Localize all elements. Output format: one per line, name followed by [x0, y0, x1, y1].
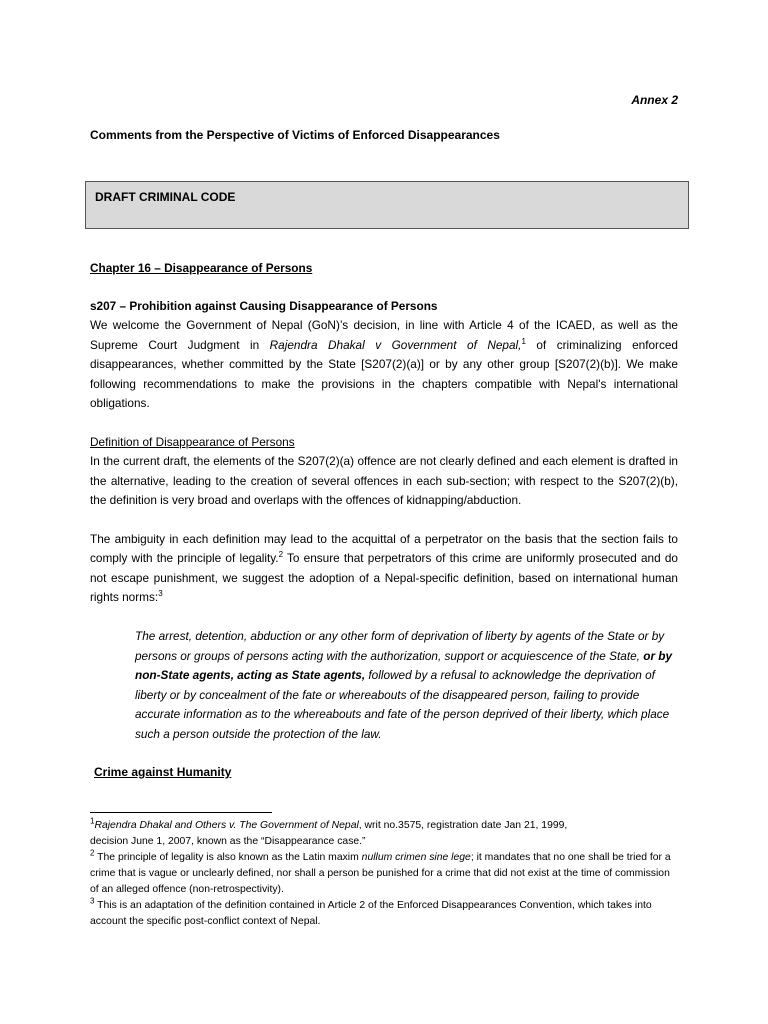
para2-text-b: To ensure that perpetrators of this crime are uniformly prosecuted and do not escape punishment, we suggest the adoption of a Nepal-specific definition, based on international human rights norms:: [90, 551, 678, 605]
s207-text-b: of criminalizing enforced disappearances, whether committed by the State [S207(2)(a)] or by any other group [S207(2)(b)]. We make following recommendations to make the provisions in the chapters compatible with Nepal's international obligations.: [90, 337, 678, 411]
quote-part-2: followed by a refusal to acknowledge the deprivation of liberty or by concealment of the fate or whereabouts of the disappeared person, failing to provide accurate information as to the whereabouts and fate of the person deprived of their liberty, which place such a person outside the protection of the law.: [135, 668, 670, 741]
footnote-3: [90, 898, 678, 930]
footnote-3-mark: 3: [90, 896, 95, 906]
definition-section: [90, 433, 678, 511]
definition-heading: Definition of Disappearance of Persons: [90, 435, 295, 449]
proposed-definition-quote: [135, 627, 678, 744]
draft-code-title: DRAFT CRIMINAL CODE: [95, 190, 236, 204]
para2-text-a: The ambiguity in each definition may lead to the acquittal of a perpetrator on the basis that the section fails to comply with the principle of legality.: [90, 532, 678, 566]
footnote-2-mark: 2: [90, 848, 95, 858]
footnote-1: [90, 818, 678, 850]
footnotes: [90, 818, 678, 930]
definition-paragraph-1: In the current draft, the elements of the S207(2)(a) offence are not clearly defined and each element is drafted in the alternative, leading to the creation of several offences in each sub-section; with respect to the S207(2)(b), the definition is very broad and overlaps with the offences of kidnapping/abduction.: [90, 454, 678, 508]
s207-paragraph: [90, 316, 678, 413]
footnote-3-text: This is an adaptation of the definition contained in Article 2 of the Enforced Disappearances Convention, which takes into account the specific post-conflict context of Nepal.: [90, 900, 652, 927]
s207-section: [90, 297, 678, 413]
footnote-separator: [90, 812, 272, 813]
s207-text-a: We welcome the Government of Nepal (GoN)’s decision, in line with Article 4 of the ICAED, as well as the Supreme Court Judgment in: [90, 318, 678, 352]
footnote-ref-2[interactable]: 2: [278, 550, 284, 560]
quote-part-1: The arrest, detention, abduction or any other form of deprivation of liberty by agents of the State or by persons or groups of persons acting with the authorization, support or acquiescence of the State,: [135, 629, 665, 663]
draft-code-box: [85, 181, 689, 229]
chapter-heading: Chapter 16 – Disappearance of Persons: [90, 261, 313, 275]
definition-paragraph-2: [90, 530, 678, 608]
footnote-ref-1[interactable]: 1: [521, 336, 526, 346]
document-title: Comments from the Perspective of Victims of Enforced Disappearances: [90, 128, 500, 142]
footnote-2-text-a: The principle of legality is also known as the Latin maxim: [94, 852, 362, 863]
s207-case-name: Rajendra Dhakal v Government of Nepal,: [269, 337, 522, 352]
annex-label: Annex 2: [631, 93, 678, 107]
footnote-1-line2: decision June 1, 2007, known as the “Disappearance case.”: [90, 836, 366, 847]
footnote-1-rest: , writ no.3575, registration date Jan 21, 1999,: [358, 820, 568, 831]
footnote-2-maxim: nullum crimen sine lege: [361, 852, 471, 863]
crime-against-humanity-heading: Crime against Humanity: [94, 765, 232, 779]
footnote-2-text-b: ; it mandates that no one shall be tried for a crime that is vague or unclearly defined, nor shall a person be punished for a crime that did not exist at the time of commission of an alleged offence (non-retrospectivity).: [90, 852, 671, 895]
footnote-1-mark: 1: [90, 816, 95, 826]
footnote-1-case: Rajendra Dhakal and Others v. The Government of Nepal: [94, 820, 359, 831]
footnote-2: [90, 850, 678, 898]
footnote-ref-3[interactable]: 3: [158, 589, 163, 599]
quote-bold: or by non-State agents, acting as State agents,: [135, 648, 673, 682]
s207-heading: s207 – Prohibition against Causing Disappearance of Persons: [90, 299, 438, 313]
